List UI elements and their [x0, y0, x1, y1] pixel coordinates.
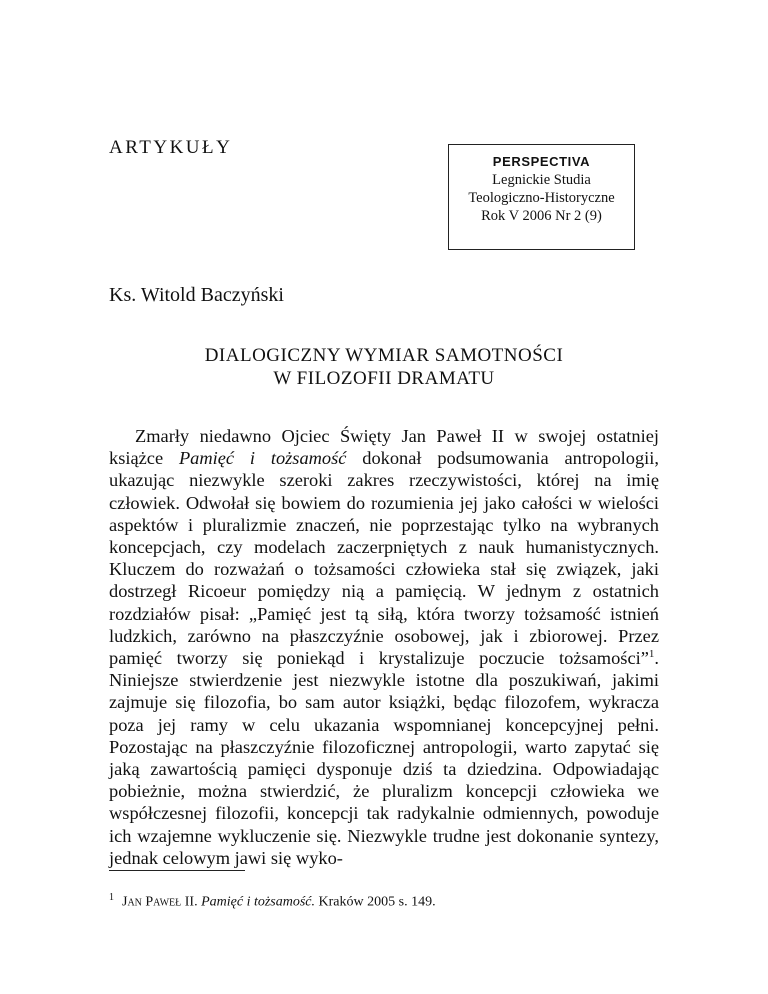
article-author: Ks. Witold Baczyński: [109, 284, 284, 306]
footnote-author-suffix: II.: [181, 894, 202, 910]
body-paragraph: [109, 425, 659, 869]
footnote-number: 1: [109, 892, 114, 903]
body-text-part2: dokonał podsumowania antropologii, ukazując niezwykle szeroki zakres rzeczywistości, której na imię człowiek. Odwołał się bowiem do rozumienia jej jako całości w wielości aspektów i pluralizmie znaczeń, nie poprzestając tylko na wybranych koncepcjach, czy modelach zaczerpniętych z nauk humanistycznych. Kluczem do rozważań o tożsamości człowieka stał się związek, jaki dostrzegł Ricoeur pomiędzy nią a pamięcią. W jednym z ostatnich rozdziałów pisał: „Pamięć jest tą siłą, która tworzy tożsamość istnień ludzkich, zarówno na płaszczyźnie osobowej, jak i zbiorowej. Przez pamięć tworzy się poniekąd i krystalizuje poczucie tożsamości”: [109, 448, 660, 669]
footnote-publication: Kraków 2005 s. 149.: [315, 894, 436, 910]
journal-logo: PERSPECTIVA: [492, 154, 591, 169]
footnote: [109, 889, 436, 912]
journal-info-box: [448, 144, 635, 250]
body-text-part1: Zmarły niedawno Ojciec Święty Jan Paweł II w swojej ostatniej książce: [109, 426, 659, 469]
section-label: ARTYKUŁY: [109, 137, 233, 158]
book-title: Pamięć i tożsamość: [178, 448, 347, 469]
title-line-1: DIALOGICZNY WYMIAR SAMOTNOŚCI: [204, 345, 564, 366]
journal-name-line1: Legnickie Studia: [492, 172, 591, 188]
footnote-author: Jan Paweł: [122, 894, 182, 910]
journal-issue: Rok V 2006 Nr 2 (9): [481, 208, 602, 224]
footnote-reference[interactable]: 1: [648, 647, 655, 660]
footnote-divider: [109, 870, 245, 871]
article-title: [0, 344, 768, 390]
footnote-book-title: Pamięć i tożsamość.: [201, 894, 316, 910]
title-line-2: W FILOZOFII DRAMATU: [273, 368, 495, 389]
journal-name-line2: Teologiczno-Historyczne: [468, 190, 615, 206]
body-text-part3: . Niniejsze stwierdzenie jest niezwykle istotne dla poszukiwań, jakimi zajmuje się filozofia, bo sam autor książki, będąc filozofem, wykracza poza jej ramy w celu ukazania wspomnianej koncepcyjnej pełni. Pozostając na płaszczyźnie filozoficznej antropologii, warto zapytać się jaką zawartością pamięci dysponuje dziś ta dziedzina. Odpowiadając pobieżnie, można stwierdzić, że pluralizm koncepcji człowieka we współczesnej filozofii, koncepcji tak radykalnie odmiennych, powoduje ich wzajemne wykluczenie się. Niezwykle trudne jest dokonanie syntezy, jednak celowym jawi się wyko-: [109, 648, 659, 868]
